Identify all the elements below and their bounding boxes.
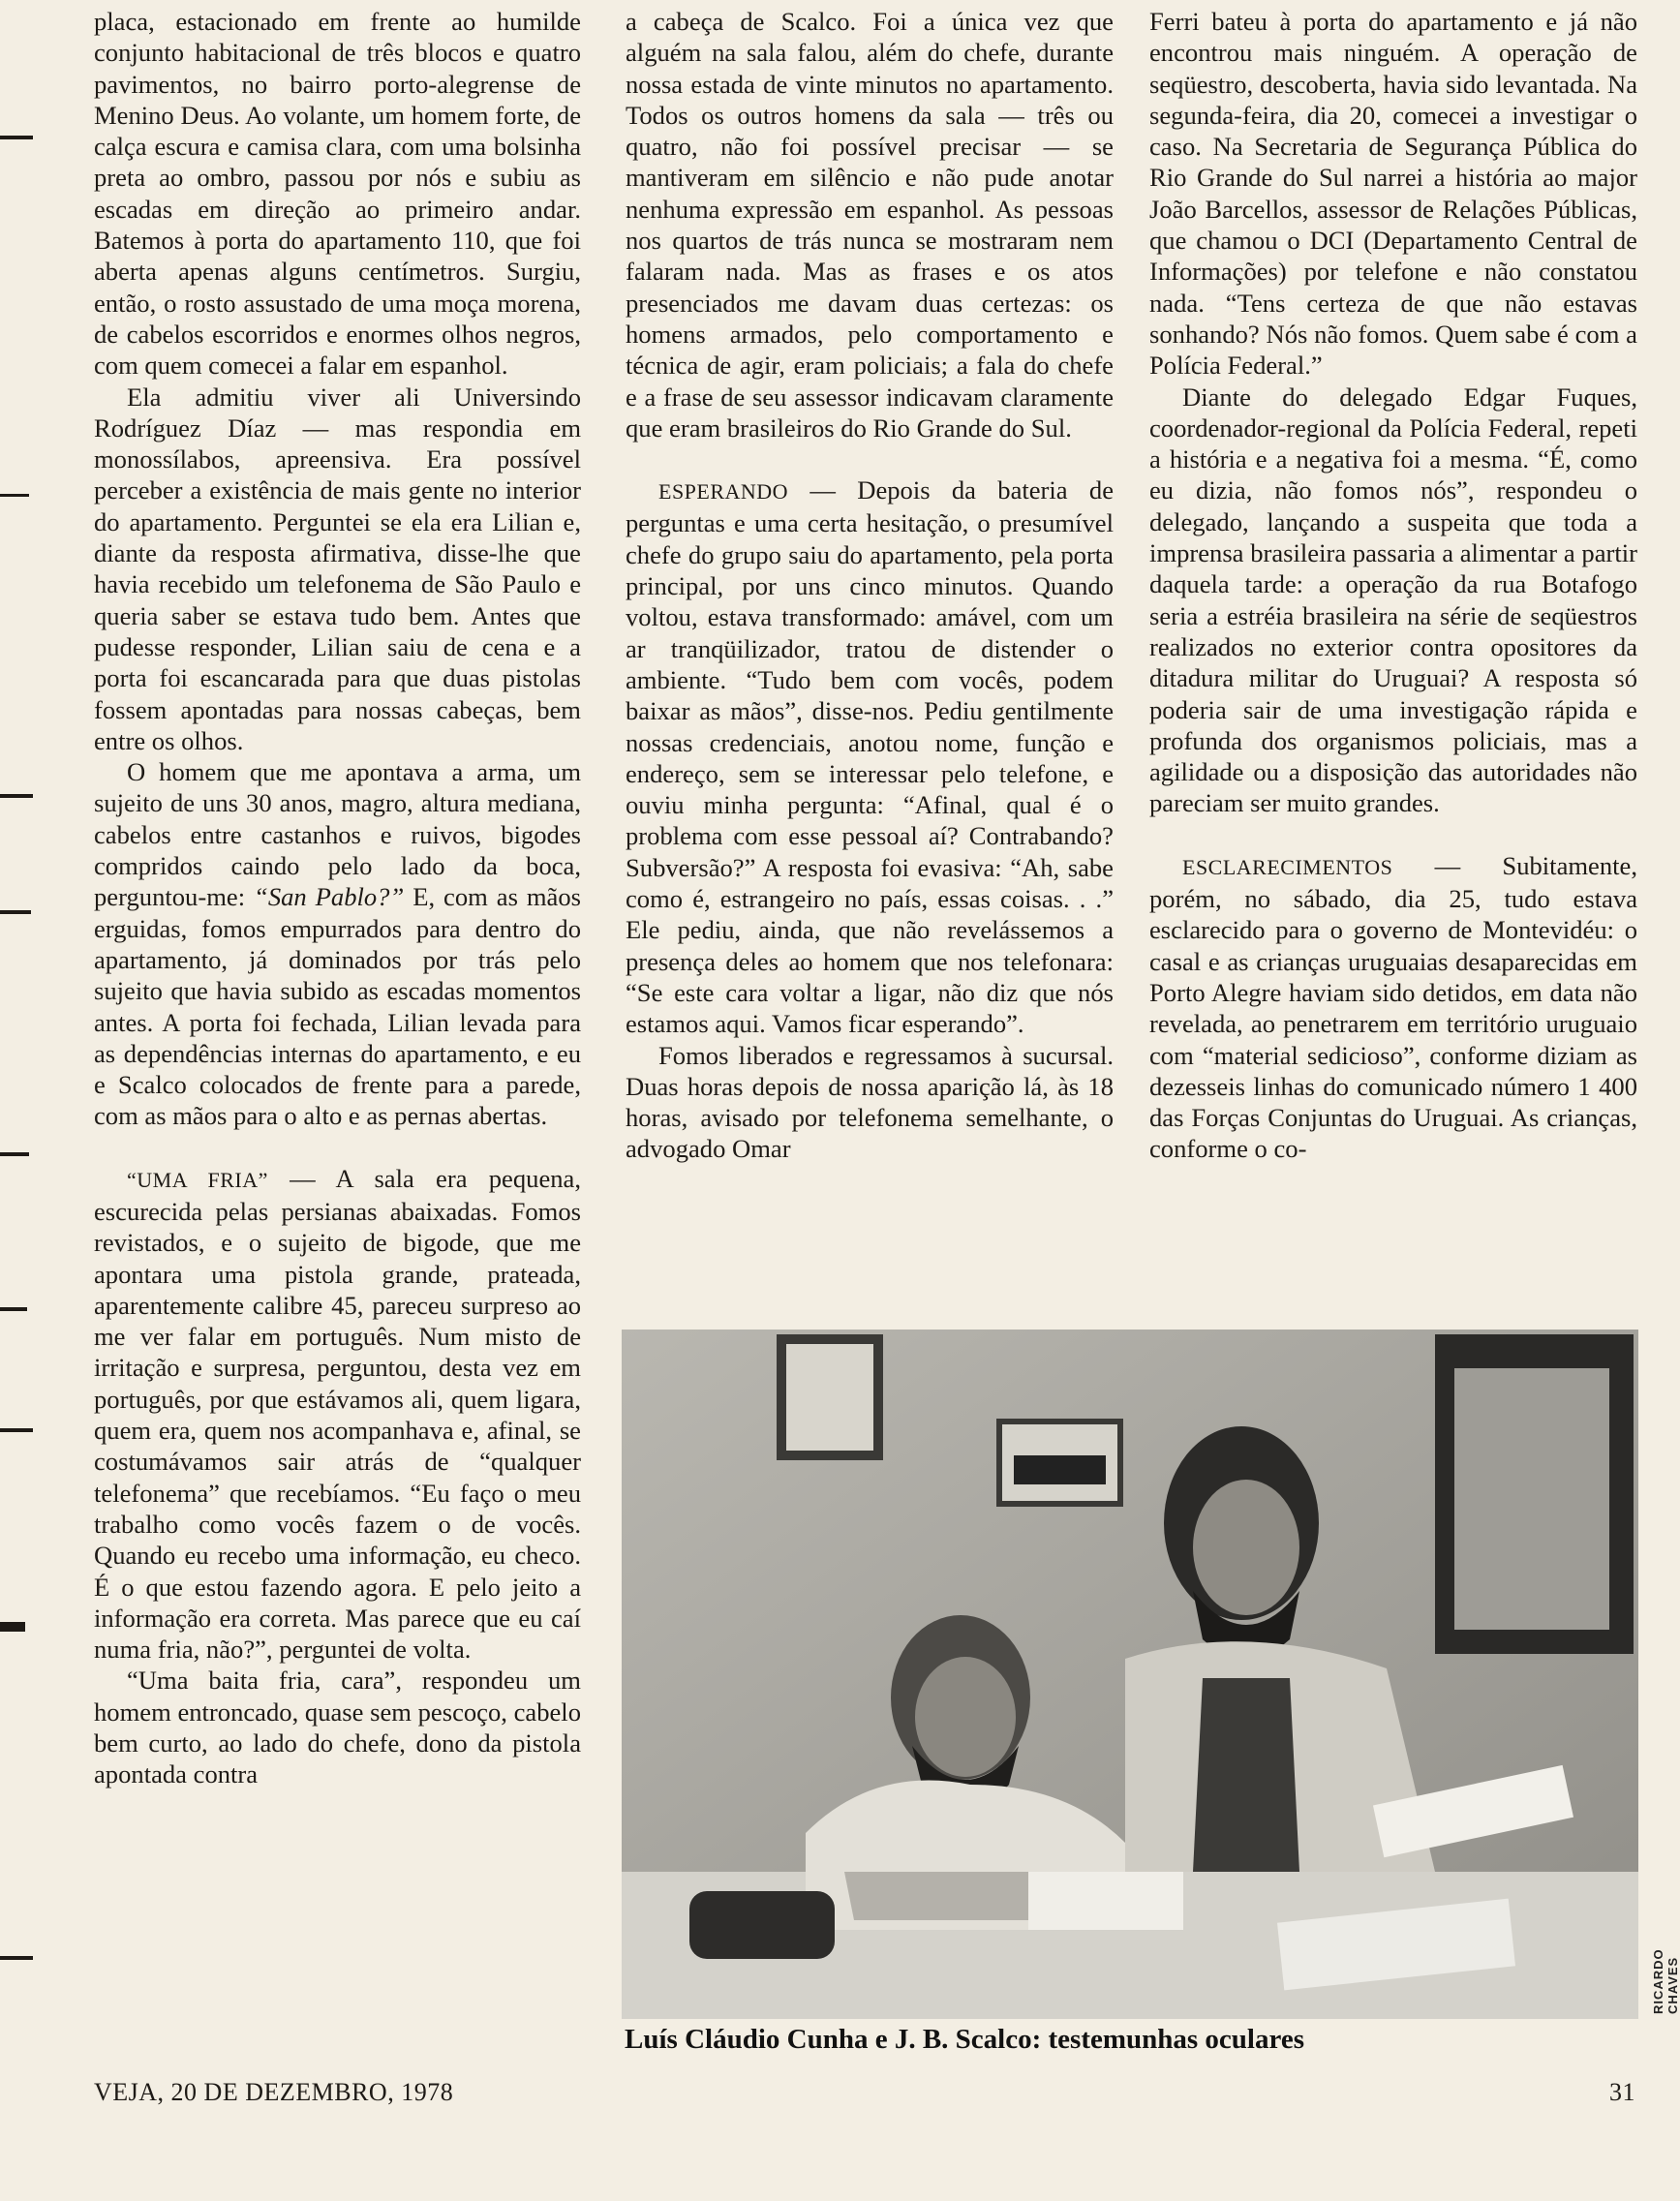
- paragraph: “Uma baita fria, cara”, respondeu um homem entroncado, quase sem pescoço, cabelo bem curto, ao lado do chefe, dono da pistola apontada contra: [94, 1666, 581, 1789]
- paragraph: Fomos liberados e regressamos à sucursal. Duas horas depois de nossa aparição lá, às 18 horas, avisado por telefonema semelhante, o advogado Omar: [626, 1040, 1114, 1164]
- column-1: [94, 6, 581, 1790]
- photo-credit: RICARDO CHAVES: [1651, 1948, 1680, 2014]
- text-run: E, com as mãos erguidas, fomos empurrados para dentro do apartamento, já dominados por trás pelo sujeito que havia subido as escadas momentos antes. A porta foi fechada, Lilian levada para as dependências internas do apartamento, e eu e Scalco colocados de frente para a parede, com as mãos para o alto e as pernas abertas.: [94, 882, 581, 1131]
- column-2: [626, 6, 1114, 1165]
- paragraph: [94, 756, 581, 1132]
- scan-edge-marks: [0, 116, 39, 2053]
- footer-publication: VEJA, 20 DE DEZEMBRO, 1978: [94, 2078, 454, 2106]
- section-paragraph: [626, 474, 1114, 1039]
- paragraph: Ferri bateu à porta do apartamento e já não encontrou mais ninguém. A operação de seqüestro, descoberta, havia sido levantada. Na segunda-feira, dia 20, comecei a investigar o caso. Na Secretaria de Segurança Pública do Rio Grande do Sul narrei a história ao major João Barcellos, assessor de Relações Públicas, que chamou o DCI (Departamento Central de Informações) por telefone e não constatou nada. “Tens certeza de que não estavas sonhando? Nós não fomos. Quem sabe é com a Polícia Federal.”: [1149, 7, 1637, 381]
- paragraph: placa, estacionado em frente ao humilde conjunto habitacional de três blocos e quatro pavimentos, no bairro porto-alegrense de Menino Deus. Ao volante, um homem forte, de calça escura e camisa clara, com uma bolsinha preta ao ombro, passou por nós e subiu as escadas em direção ao primeiro andar. Batemos à porta do apartamento 110, que foi aberta apenas alguns centímetros. Surgiu, então, o rosto assustado de uma moça morena, de cabelos escorridos e enormes olhos negros, com quem comecei a falar em espanhol.: [94, 7, 581, 381]
- column-3: [1149, 6, 1637, 1165]
- paragraph: Diante do delegado Edgar Fuques, coordenador-regional da Polícia Federal, repeti a história e a negativa foi a mesma. “É, como eu dizia, não fomos nós”, respondeu o delegado, lançando a suspeita que toda a imprensa brasileira passaria a alimentar a partir daquela tarde: a operação da rua Botafogo seria a estréia brasileira na série de seqüestros realizados no exterior contra opositores da ditadura militar do Uruguai? A resposta só poderia sair de uma investigação rápida e profunda dos organismos policiais, mas a agilidade ou a disposição das autoridades não pareciam ser muito grandes.: [1149, 382, 1637, 818]
- text-run: — A sala era pequena, escurecida pelas persianas abaixadas. Fomos revistados, e o sujeito de bigode, que me apontara uma pistola grande, prateada, aparentemente calibre 45, pareceu surpreso ao me ver falar em português. Num misto de irritação e surpresa, perguntou, desta vez em português, por que estávamos ali, quem ligara, quem era, quem nos acompanhava e, afinal, se costumávamos sair atrás de “qualquer telefonema” que recebíamos. “Eu faço o meu trabalho como vocês fazem o de vocês. Quando eu recebo uma informação, eu checo. É o que estou fazendo agora. E pelo jeito a informação era correta. Mas parece que eu caí numa fria, não?”, perguntei de volta.: [94, 1163, 581, 1665]
- text-run: — Depois da bateria de perguntas e uma certa hesitação, o presumível chefe do grupo saiu do apartamento, pela porta principal, por uns cinco minutos. Quando voltou, estava transformado: amável, com um ar tranqüilizador, tratou de distender o ambiente. “Tudo bem com vocês, podem baixar as mãos”, disse-nos. Pediu gentilmente nossas credenciais, anotou nome, função e endereço, sem se interessar pelo telefone, e ouviu minha pergunta: “Afinal, qual é o problema com esse pessoal aí? Contrabando? Subversão?” A resposta foi evasiva: “Ah, sabe como é, estrangeiro no país, essas coisas. . .” Ele pediu, ainda, que não revelássemos a presença deles ao homem que nos telefonara: “Se este cara voltar a ligar, não diz que nós estamos aqui. Vamos ficar esperando”.: [626, 475, 1114, 1039]
- photo-caption: Luís Cláudio Cunha e J. B. Scalco: testemunhas oculares: [625, 2024, 1304, 2055]
- section-paragraph: [1149, 850, 1637, 1165]
- emphasis-text: “San Pablo?”: [254, 882, 405, 912]
- paragraph: a cabeça de Scalco. Foi a única vez que alguém na sala falou, além do chefe, durante nossa estada de vinte minutos no apartamento. Todos os outros homens da sala — três ou quatro, não foi possível precisar — se mantiveram em silêncio e não pude anotar nenhuma expressão em espanhol. As pessoas nos quartos de trás nunca se mostraram nem falaram nada. Mas as frases e os atos presenciados me davam duas certezas: os homens armados, pelo comportamento e técnica de agir, eram policiais; a fala do chefe e a frase de seu assessor indicavam claramente que eram brasileiros do Rio Grande do Sul.: [626, 7, 1114, 443]
- section-heading: ESCLARECIMENTOS: [1182, 854, 1393, 879]
- text-run: O homem que me apontava a arma, um sujeito de uns 30 anos, magro, altura mediana, cabelos entre castanhos e ruivos, bigodes compridos caindo pelo lado da boca, perguntou-me:: [94, 757, 581, 912]
- section-heading: ESPERANDO: [658, 479, 789, 504]
- section-heading: “UMA FRIA”: [127, 1167, 268, 1192]
- page-number: 31: [1609, 2078, 1635, 2106]
- paragraph: Ela admitiu viver ali Universindo Rodríguez Díaz — mas respondia em monossílabos, apreensiva. Era possível perceber a existência de mais gente no interior do apartamento. Perguntei se ela era Lilian e, diante da resposta afirmativa, disse-lhe que havia recebido um telefonema de São Paulo e queria saber se estava tudo bem. Antes que pudesse responder, Lilian saiu de cena e a porta foi escancarada para que duas pistolas fossem apontadas para nossas cabeças, bem entre os olhos.: [94, 382, 581, 755]
- photo-illustration: [622, 1330, 1638, 2019]
- text-run: — Subitamente, porém, no sábado, dia 25, tudo estava esclarecido para o governo de Montevidéu: o casal e as crianças uruguaias desaparecidas em Porto Alegre haviam sido detidos, em data não revelada, ao penetrarem em território uruguaio com “material sedicioso”, conforme diziam as dezesseis linhas do comunicado número 1 400 das Forças Conjuntas do Uruguai. As crianças, conforme o co-: [1149, 850, 1637, 1164]
- photo-two-journalists: [622, 1330, 1638, 2019]
- section-paragraph: [94, 1163, 581, 1666]
